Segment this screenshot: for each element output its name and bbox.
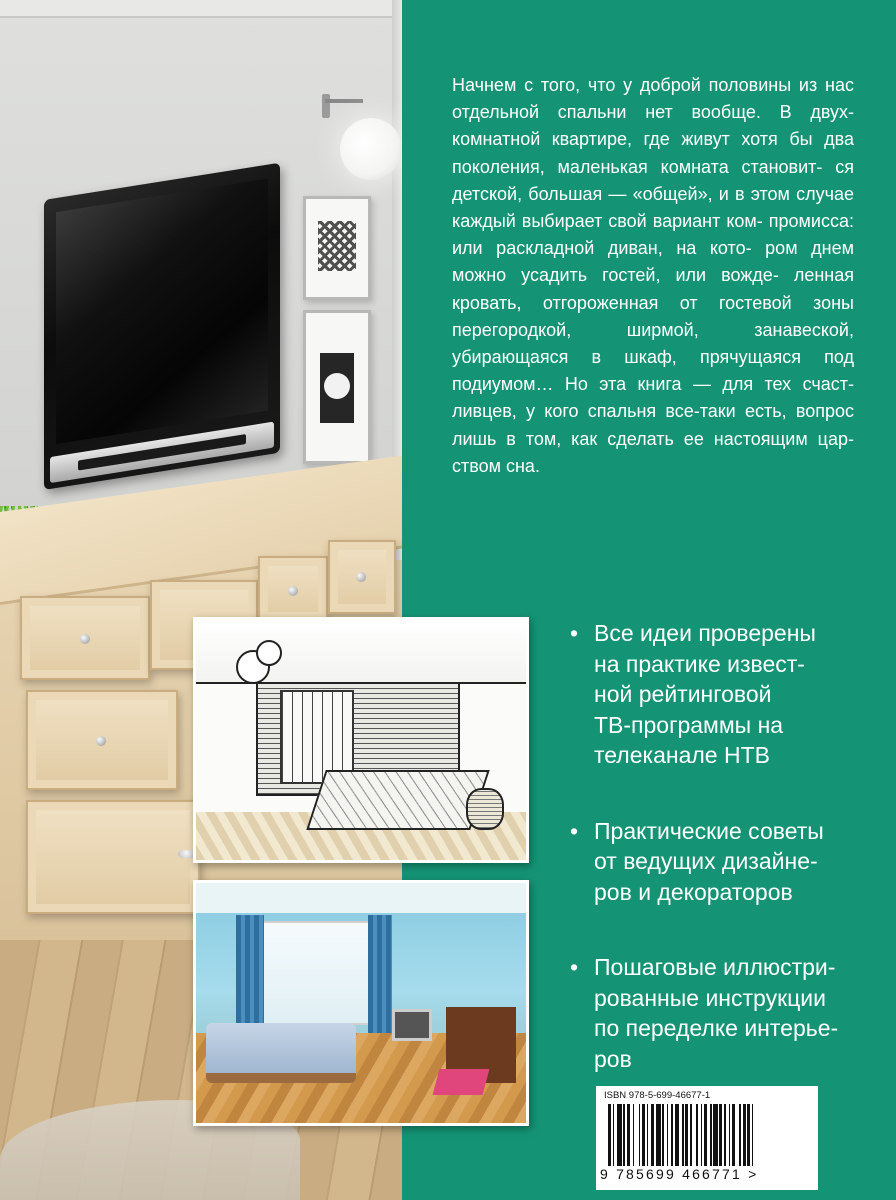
- globe-lamp: [340, 118, 402, 180]
- room-photo: [193, 880, 529, 1126]
- dresser-drawer: [26, 690, 178, 790]
- dresser-drawer: [26, 800, 200, 914]
- intro-line: комнатной квартире, где живут хотя бы два: [452, 129, 854, 150]
- feature-line: ТВ-программы на: [594, 711, 784, 738]
- barcode: [608, 1104, 808, 1166]
- feature-line: по переделке интерье-: [594, 1015, 839, 1041]
- isbn-label: ISBN 978-5-699-46677-1: [604, 1090, 711, 1101]
- feature-item: [570, 618, 870, 771]
- feature-line: телеканале НТВ: [594, 742, 770, 768]
- sketch-illustration: [193, 617, 529, 863]
- lamp-mount: [322, 94, 330, 118]
- dresser-drawer: [20, 596, 150, 680]
- wall-picture-circle: [303, 310, 371, 464]
- intro-line: поколения, маленькая комната становит-: [452, 156, 823, 177]
- feature-line: рованные инструкции: [594, 984, 826, 1011]
- feature-line: Все идеи проверены: [594, 620, 816, 646]
- dresser-drawer: [328, 540, 396, 614]
- intro-line: ством сна.: [452, 455, 540, 476]
- feature-line: на практике извест-: [594, 650, 805, 677]
- intro-line: ся детской, большая — «общей», и в этом: [452, 156, 854, 204]
- feature-line: ров: [594, 1045, 632, 1072]
- intro-line: ром днем можно усадить гостей, или вожде-: [452, 238, 854, 286]
- intro-line: лишь в том, как сделать ее настоящим цар-: [452, 428, 854, 449]
- intro-line: подиумом… Но эта книга — для тех счаст-: [452, 374, 854, 395]
- isbn-barcode-box: [596, 1086, 818, 1190]
- television: [44, 163, 280, 490]
- bullet-marker: •: [570, 954, 579, 980]
- feature-item: [570, 816, 870, 908]
- intro-paragraph: [452, 72, 854, 480]
- feature-line: ной рейтинговой: [594, 681, 772, 707]
- wall-picture-triangles: [303, 196, 371, 300]
- barcode-stripe: [753, 1104, 756, 1166]
- ceiling-molding: [0, 0, 402, 18]
- intro-line: убирающаяся в шкаф, прячущаяся под: [452, 347, 854, 368]
- bullet-marker: •: [570, 817, 579, 844]
- intro-line: зоны перегородкой, ширмой, занавеской,: [452, 292, 854, 340]
- intro-line: ленная кровать, отгороженная от гостевой: [452, 265, 854, 313]
- intro-line: ливцев, у кого спальня все-таки есть, вопрос: [452, 401, 854, 422]
- barcode-digits: 9 785699 466771 >: [600, 1166, 759, 1182]
- bullet-marker: •: [570, 620, 579, 646]
- tv-screen: [56, 179, 268, 445]
- intro-line: промисса: или раскладной диван, на кото-: [452, 211, 854, 259]
- intro-line: Начнем с того, что у доброй половины из: [452, 75, 818, 95]
- feature-item: [570, 952, 870, 1074]
- feature-list: [570, 618, 870, 1119]
- feature-line: от ведущих дизайне-: [594, 848, 818, 874]
- intro-line: нас отдельной спальни нет вообще. В двух-: [452, 75, 854, 123]
- intro-line: случае каждый выбирает свой вариант ком-: [452, 183, 854, 232]
- feature-line: ров и декораторов: [594, 878, 793, 905]
- feature-line: Практические советы: [594, 817, 824, 844]
- dresser-drawer: [258, 556, 328, 622]
- feature-line: Пошаговые иллюстри-: [594, 954, 836, 980]
- lamp-arm: [325, 99, 363, 103]
